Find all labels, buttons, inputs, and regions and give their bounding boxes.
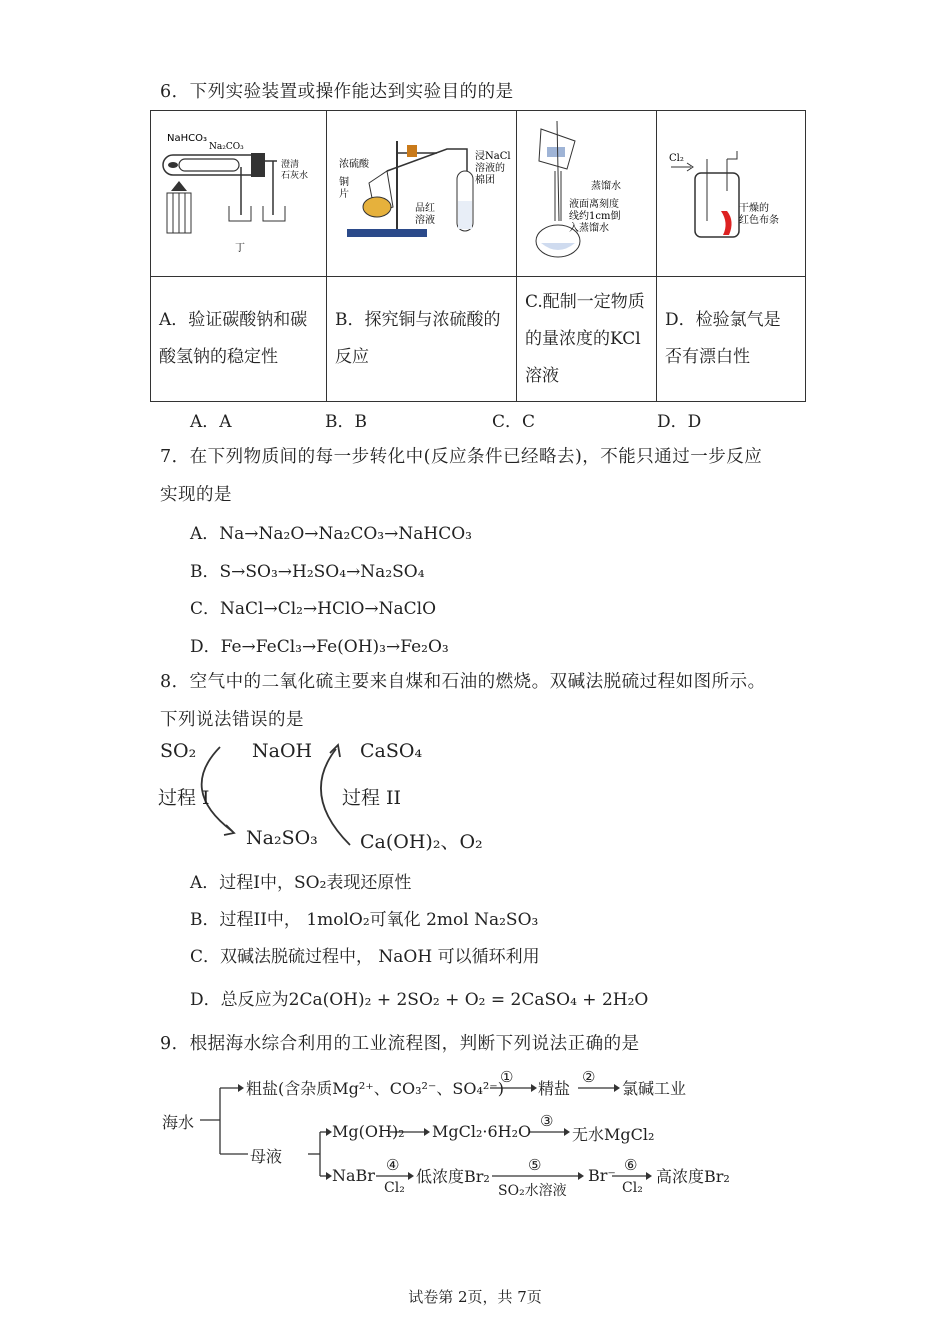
cell-b-text: B．探究铜与浓硫酸的反应: [327, 277, 517, 402]
q9-step6: ⑥: [624, 1156, 638, 1174]
fig-c-water-label: 蒸馏水: [591, 181, 621, 192]
q8-option-d[interactable]: D．总反应为2Ca(OH)₂ + 2SO₂ + O₂ = 2CaSO₄ + 2H₂O: [190, 990, 649, 1010]
q9-nabr: NaBr: [332, 1166, 375, 1185]
q6-stem: 6．下列实验装置或操作能达到实验目的的是: [160, 82, 514, 102]
q8-cycle-diagram: [150, 735, 510, 855]
q8-process-2: 过程 II: [342, 787, 402, 809]
fig-a-lime-label: 澄清石灰水: [281, 160, 309, 181]
q6-option-a[interactable]: A．A: [190, 412, 232, 432]
fig-d-gas-bottle: [657, 111, 805, 271]
q9-step5: ⑤: [528, 1156, 542, 1174]
fig-a-nahco3-label: NaHCO₃: [167, 133, 207, 144]
q7-option-b[interactable]: B．S→SO₃→H₂SO₄→Na₂SO₄: [190, 562, 425, 582]
fig-c-volumetric-flask: [517, 111, 656, 271]
fig-c-cell: [517, 111, 657, 277]
q9-step1: ①: [500, 1068, 514, 1086]
fig-b-cu-label: 铜片: [339, 177, 349, 200]
q7-option-d[interactable]: D．Fe→FeCl₃→Fe(OH)₃→Fe₂O₃: [190, 637, 449, 657]
q9-stem: 9．根据海水综合利用的工业流程图，判断下列说法正确的是: [160, 1034, 640, 1054]
q9-chloralkali: 氯碱工业: [622, 1079, 687, 1098]
q8-na2so3: Na₂SO₃: [246, 827, 318, 849]
page-footer: 试卷第 2页，共 7页: [408, 1288, 542, 1306]
fig-b-cell: [327, 111, 517, 277]
q8-so2: SO₂: [160, 740, 197, 762]
q6-option-d[interactable]: D．D: [657, 412, 702, 432]
q9-cl2-a: Cl₂: [384, 1180, 405, 1196]
q9-mgcl2-hydrate: MgCl₂·6H₂O: [432, 1122, 532, 1141]
fig-c-note-label: 液面离刻度线约1cm倒入蒸馏水: [569, 199, 621, 234]
q9-step4: ④: [386, 1156, 400, 1174]
fig-b-red-label: 品红溶液: [415, 203, 435, 226]
q9-mother-liquor: 母液: [250, 1147, 283, 1166]
q9-high-br2: 高浓度Br₂: [656, 1167, 730, 1186]
q9-step3: ③: [540, 1112, 554, 1130]
q8-process-1: 过程 I: [158, 787, 210, 809]
fig-b-cotton-label: 浸NaCl 溶液的棉团: [475, 151, 511, 186]
fig-a-cell: [151, 111, 327, 277]
fig-d-cloth-label: 干燥的红色布条: [739, 203, 779, 226]
q8-option-b[interactable]: B．过程II中， 1molO₂可氧化 2mol Na₂SO₃: [190, 910, 539, 930]
fig-a-ding-label: 丁: [235, 243, 245, 254]
q7-option-a[interactable]: A．Na→Na₂O→Na₂CO₃→NaHCO₃: [190, 524, 472, 544]
cell-d-text: D．检验氯气是否有漂白性: [657, 277, 806, 402]
q7-stem-line2: 实现的是: [160, 485, 232, 505]
q6-apparatus-table: [150, 110, 806, 402]
q9-seawater: 海水: [162, 1113, 195, 1132]
fig-b-acid-label: 浓硫酸: [339, 159, 369, 170]
q9-mgoh2: Mg(OH)₂: [332, 1122, 405, 1141]
q8-stem-line1: 8．空气中的二氧化硫主要来自煤和石油的燃烧。双碱法脱硫过程如图所示。: [160, 672, 766, 692]
cell-a-text: A．验证碳酸钠和碳酸氢钠的稳定性: [151, 277, 327, 402]
fig-d-cl2-label: Cl₂: [669, 153, 684, 164]
cell-c-text: C.配制一定物质的量浓度的KCl溶液: [517, 277, 657, 402]
q7-stem-line1: 7．在下列物质间的每一步转化中(反应条件已经略去)，不能只通过一步反应: [160, 447, 763, 467]
q9-step2: ②: [582, 1068, 596, 1086]
q8-naoh: NaOH: [252, 740, 313, 762]
q9-low-br2: 低浓度Br₂: [416, 1167, 490, 1186]
q9-cl2-b: Cl₂: [622, 1180, 643, 1196]
q9-br-ion: Br⁻: [588, 1166, 616, 1185]
fig-b-copper-acid: [327, 111, 516, 271]
q8-option-a[interactable]: A．过程I中，SO₂表现还原性: [190, 873, 412, 893]
q9-anhydrous-mgcl2: 无水MgCl₂: [572, 1125, 655, 1144]
fig-d-cell: [657, 111, 806, 277]
q6-option-c[interactable]: C．C: [492, 412, 536, 432]
q8-option-c[interactable]: C．双碱法脱硫过程中， NaOH 可以循环利用: [190, 947, 540, 967]
q9-refined-salt: 精盐: [538, 1079, 571, 1098]
q8-caso4: CaSO₄: [360, 740, 423, 762]
q6-option-b[interactable]: B．B: [325, 412, 367, 432]
q9-crude-salt: 粗盐(含杂质Mg²⁺、CO₃²⁻、SO₄²⁻): [246, 1079, 504, 1098]
q9-so2-solution: SO₂水溶液: [498, 1183, 567, 1199]
fig-a-na2co3-label: Na₂CO₃: [209, 142, 244, 152]
fig-a-heating-tubes: [151, 111, 326, 271]
q9-flow-diagram: [150, 1060, 790, 1210]
q7-option-c[interactable]: C．NaCl→Cl₂→HClO→NaClO: [190, 599, 437, 619]
q8-stem-line2: 下列说法错误的是: [160, 710, 304, 730]
q8-caoh2-o2: Ca(OH)₂、O₂: [360, 831, 483, 853]
